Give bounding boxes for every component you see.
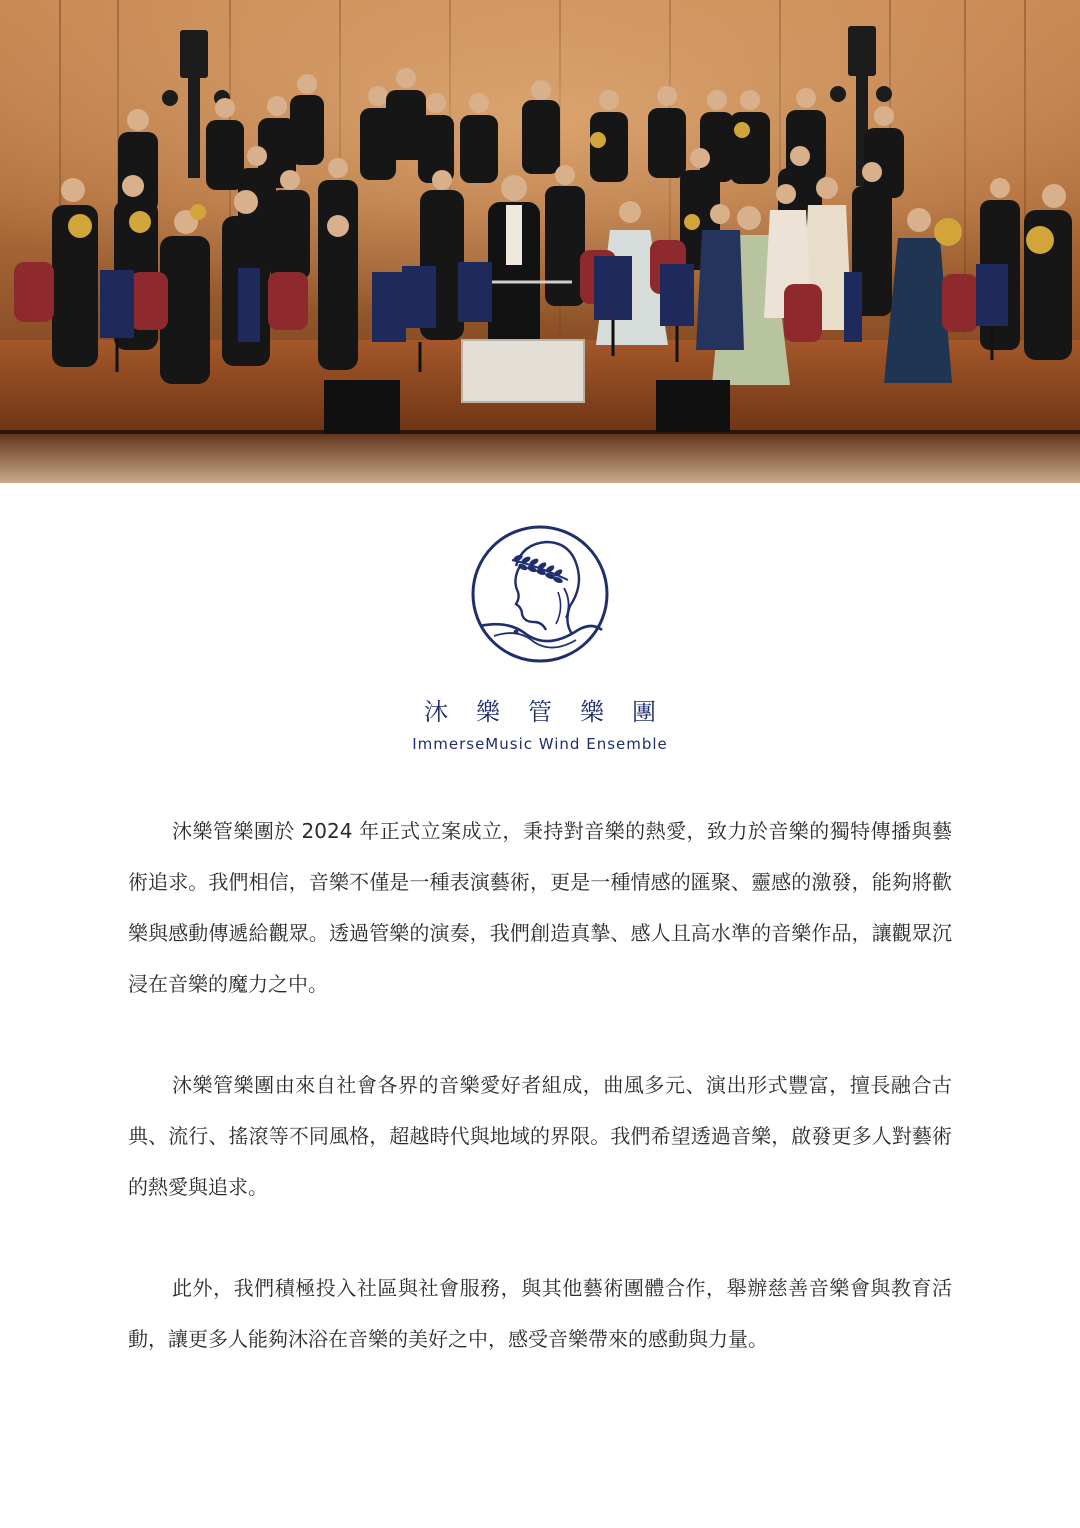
paragraph-founding: 沐樂管樂團於 2024 年正式立案成立，秉持對音樂的熱愛，致力於音樂的獨特傳播與藝術追求。我們相信，音樂不僅是一種表演藝術，更是一種情感的匯聚、靈感的激發，能夠將歡樂與感動傳遞給觀眾。透過管樂的演奏，我們創造真摯、感人且高水準的音樂作品，讓觀眾沉浸在音樂的魔力之中。 [128,819,952,996]
intro-text [128,806,952,1415]
ensemble-group-photo [0,0,1080,483]
laurel-muse-profile-icon [468,522,612,666]
ensemble-logo [0,522,1080,753]
hero-photo [0,0,1080,483]
logo-name-zh: 沐樂管樂團 [424,698,684,726]
paragraph-members: 沐樂管樂團由來自社會各界的音樂愛好者組成，曲風多元、演出形式豐富，擅長融合古典、流行、搖滾等不同風格，超越時代與地域的界限。我們希望透過音樂，啟發更多人對藝術的熱愛與追求。 [128,1073,952,1199]
paragraph-community: 此外，我們積極投入社區與社會服務，與其他藝術團體合作，舉辦慈善音樂會與教育活動，讓更多人能夠沐浴在音樂的美好之中，感受音樂帶來的感動與力量。 [128,1276,952,1351]
logo-name-en: ImmerseMusic Wind Ensemble [412,735,668,753]
